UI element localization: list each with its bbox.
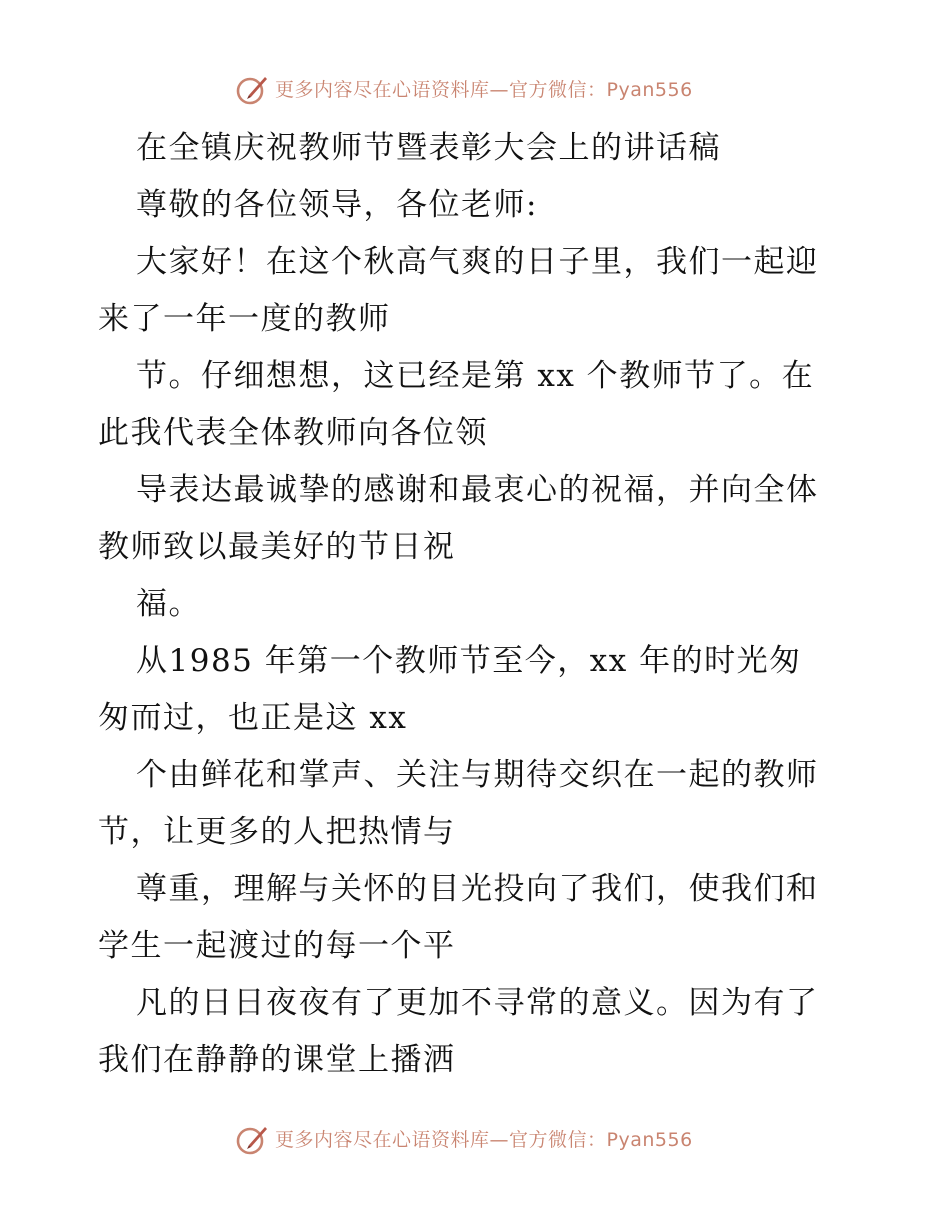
- paragraph-line: 此我代表全体教师向各位领: [98, 415, 488, 451]
- paragraph-line: 我们在静静的课堂上播洒: [98, 1042, 456, 1078]
- speech-title: 在全镇庆祝教师节暨表彰大会上的讲话稿: [136, 130, 721, 166]
- paragraph-line: 大家好！在这个秋高气爽的日子里，我们一起迎: [136, 244, 819, 280]
- watermark-text: 更多内容尽在心语资料库—官方微信：Pyan556: [275, 79, 693, 101]
- paragraph-line: 福。: [136, 586, 201, 622]
- paragraph-line: 教师致以最美好的节日祝: [98, 529, 456, 565]
- quill-pen-logo-icon: [235, 1123, 269, 1157]
- quill-pen-logo-icon: [235, 73, 269, 107]
- paragraph-line: 匆而过，也正是这 xx: [98, 700, 408, 736]
- paragraph-line: 导表达最诚挚的感谢和最衷心的祝福，并向全体: [136, 472, 819, 508]
- paragraph-line: 尊重，理解与关怀的目光投向了我们，使我们和: [136, 871, 819, 907]
- paragraph-line: 从1985 年第一个教师节至今，xx 年的时光匆: [136, 643, 802, 679]
- paragraph-line: 凡的日日夜夜有了更加不寻常的意义。因为有了: [136, 985, 819, 1021]
- footer-watermark: [235, 1122, 693, 1158]
- paragraph-line: 节。仔细想想，这已经是第 xx 个教师节了。在: [136, 358, 815, 394]
- paragraph-line: 学生一起渡过的每一个平: [98, 928, 456, 964]
- speech-body: [98, 120, 858, 1089]
- paragraph-line: 来了一年一度的教师: [98, 301, 391, 337]
- paragraph-line: 个由鲜花和掌声、关注与期待交织在一起的教师: [136, 757, 819, 793]
- salutation: 尊敬的各位领导，各位老师:: [136, 187, 538, 223]
- watermark-text: 更多内容尽在心语资料库—官方微信：Pyan556: [275, 1129, 693, 1151]
- header-watermark: [235, 72, 693, 108]
- paragraph-line: 节，让更多的人把热情与: [98, 814, 456, 850]
